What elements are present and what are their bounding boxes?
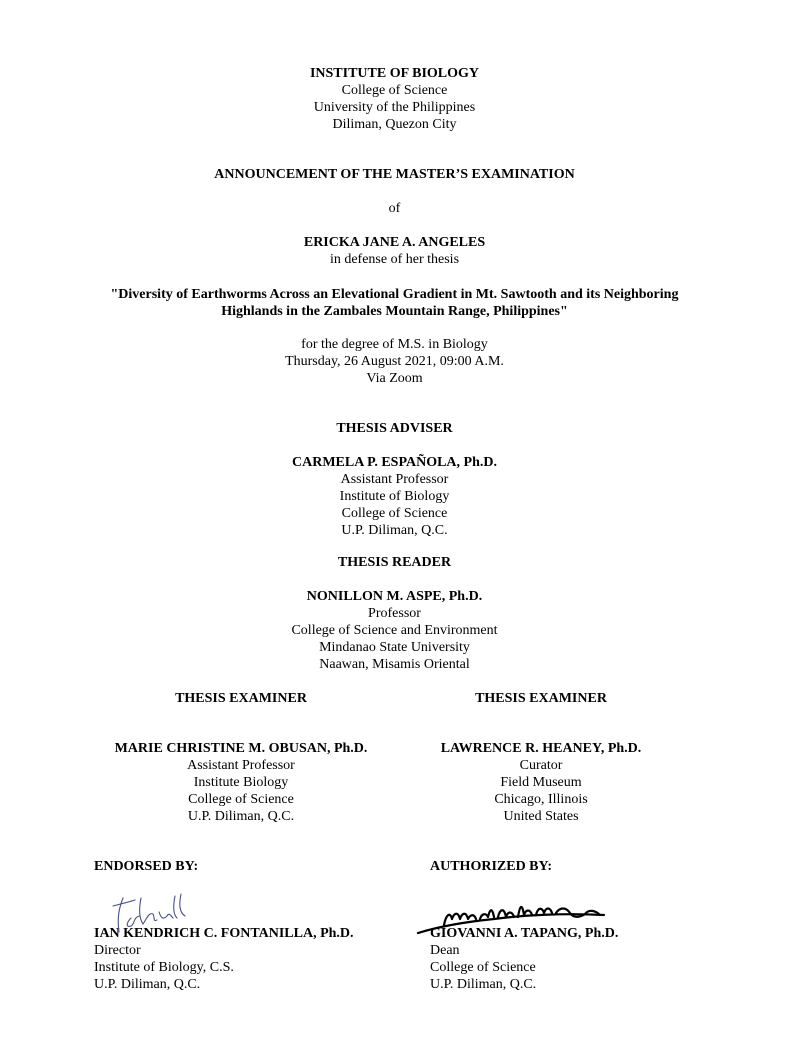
candidate-name: ERICKA JANE A. ANGELES xyxy=(303,235,486,250)
exam-datetime: Thursday, 26 August 2021, 09:00 A.M. xyxy=(285,354,504,369)
degree-text: for the degree of M.S. in Biology xyxy=(301,337,488,352)
authorized-campus: U.P. Diliman, Q.C. xyxy=(430,977,537,992)
campus-location: Diliman, Quezon City xyxy=(332,117,457,132)
examiner2-block xyxy=(395,740,687,825)
examiner2-position: Curator xyxy=(519,758,563,773)
candidate-block xyxy=(0,234,789,268)
adviser-name: CARMELA P. ESPAÑOLA, Ph.D. xyxy=(292,455,497,470)
authorized-heading: AUTHORIZED BY: xyxy=(430,859,553,874)
examiner2-name: LAWRENCE R. HEANEY, Ph.D. xyxy=(440,741,642,756)
reader-location: Naawan, Misamis Oriental xyxy=(319,657,470,672)
university-name: University of the Philippines xyxy=(313,100,476,115)
adviser-college: College of Science xyxy=(341,506,448,521)
announcement-title: ANNOUNCEMENT OF THE MASTER’S EXAMINATION xyxy=(214,167,575,182)
authorized-position: Dean xyxy=(430,943,460,958)
endorsed-position: Director xyxy=(94,943,141,958)
examiner2-country: United States xyxy=(503,809,579,824)
exam-details xyxy=(0,336,789,387)
adviser-position: Assistant Professor xyxy=(340,472,449,487)
adviser-heading: THESIS ADVISER xyxy=(336,421,453,436)
fontanilla-signature-image xyxy=(105,888,195,940)
college-name: College of Science xyxy=(341,83,448,98)
adviser-campus: U.P. Diliman, Q.C. xyxy=(341,523,448,538)
thesis-title-line-2: Highlands in the Zambales Mountain Range, Philippines" xyxy=(221,304,568,319)
exam-venue: Via Zoom xyxy=(366,371,423,386)
examiner1-institute: Institute Biology xyxy=(193,775,289,790)
reader-heading: THESIS READER xyxy=(337,555,452,570)
reader-block xyxy=(0,588,789,673)
of-text: of xyxy=(388,201,401,216)
institute-name: INSTITUTE OF BIOLOGY xyxy=(309,66,480,81)
defense-text: in defense of her thesis xyxy=(329,252,460,267)
thesis-title-line-1: "Diversity of Earthworms Across an Elevational Gradient in Mt. Sawtooth and its Neighboring xyxy=(110,287,679,302)
endorsed-institute: Institute of Biology, C.S. xyxy=(94,960,234,975)
reader-university: Mindanao State University xyxy=(319,640,470,655)
reader-college: College of Science and Environment xyxy=(291,623,498,638)
examiner1-campus: U.P. Diliman, Q.C. xyxy=(187,809,295,824)
examiner2-heading: THESIS EXAMINER xyxy=(475,691,607,706)
tapang-signature-image xyxy=(414,895,614,945)
authorized-college: College of Science xyxy=(430,960,536,975)
examiner1-heading: THESIS EXAMINER xyxy=(175,691,307,706)
reader-position: Professor xyxy=(368,606,421,621)
endorsed-campus: U.P. Diliman, Q.C. xyxy=(94,977,201,992)
examiner1-block xyxy=(95,740,387,825)
adviser-institute: Institute of Biology xyxy=(339,489,450,504)
thesis-title xyxy=(0,286,789,320)
endorsed-name: IAN KENDRICH C. FONTANILLA, Ph.D. xyxy=(94,926,354,941)
reader-name: NONILLON M. ASPE, Ph.D. xyxy=(306,589,483,604)
examiner2-museum: Field Museum xyxy=(500,775,582,790)
adviser-block xyxy=(0,454,789,539)
examiner1-position: Assistant Professor xyxy=(187,758,295,773)
authorized-name: GIOVANNI A. TAPANG, Ph.D. xyxy=(430,926,619,941)
endorsed-heading: ENDORSED BY: xyxy=(94,859,199,874)
examiner1-name: MARIE CHRISTINE M. OBUSAN, Ph.D. xyxy=(114,741,368,756)
examiner2-city: Chicago, Illinois xyxy=(494,792,588,807)
institute-header xyxy=(0,65,789,133)
examiner1-college: College of Science xyxy=(188,792,294,807)
